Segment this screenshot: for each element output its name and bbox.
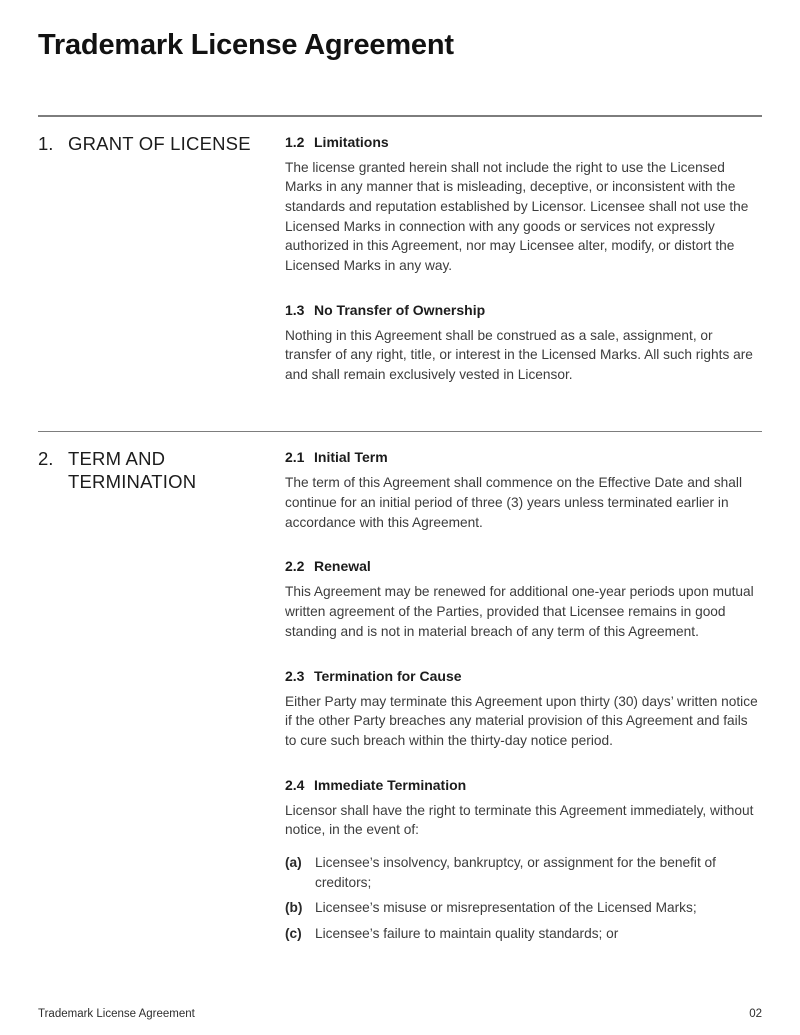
section-heading: [38, 447, 285, 493]
list-item-label: (b): [285, 900, 303, 916]
subsection-heading: [285, 447, 762, 467]
subsection-2-4-immediate-termination: [285, 775, 762, 944]
subsection-title: Limitations: [314, 133, 389, 150]
subsection-number: 2.4: [285, 776, 305, 793]
subsection-number: 2.1: [285, 449, 305, 466]
subsection-2-1-initial-term: [285, 447, 762, 532]
subsection-body: The license granted herein shall not include the right to use the Licensed Marks in any manner that is misleading, deceptive, or inconsistent with the standards and reputation established by Licensor. Licensee shall not use the Licensed Marks in connection with any goods or services not expressly authorized in this Agreement, nor may Licensee alter, modify, or distort the Licensed Marks in any way.: [285, 159, 749, 274]
section-content: [285, 447, 762, 950]
subsection-2-2-renewal: [285, 556, 762, 641]
section-number: 2.: [38, 448, 54, 470]
list-item: [285, 898, 762, 918]
list-item-label: (c): [285, 926, 302, 942]
section-grant-of-license: [38, 117, 762, 431]
subsection-number: 1.2: [285, 133, 305, 150]
list-item-label: (a): [285, 855, 302, 871]
subsection-heading: [285, 775, 762, 795]
subsection-1-2-limitations: [285, 132, 762, 276]
footer-document-name: Trademark License Agreement: [38, 1008, 195, 1020]
section-heading: [38, 132, 285, 155]
footer-page-number: 02: [749, 1008, 762, 1020]
subsection-body: The term of this Agreement shall commence on the Effective Date and shall continue for an initial period of three (3) years unless terminated earlier in accordance with this Agreement.: [285, 475, 742, 530]
subsection-1-3-no-transfer: [285, 300, 762, 385]
subsection-2-3-termination-for-cause: [285, 666, 762, 751]
list-item: [285, 924, 762, 944]
list-item-text: Licensee’s failure to maintain quality standards; or: [315, 926, 619, 942]
subsection-number: 2.3: [285, 667, 305, 684]
section-number: 1.: [38, 132, 54, 154]
section-content: [285, 132, 762, 385]
section-title: TERM AND TERMINATION: [68, 448, 197, 493]
subsection-body: Licensor shall have the right to terminate this Agreement immediately, without notice, in the event of:: [285, 802, 754, 838]
document-title: Trademark License Agreement: [38, 29, 454, 61]
subsection-heading: [285, 556, 762, 576]
termination-clause-list: [285, 853, 762, 944]
page-footer: [38, 1007, 762, 1021]
subsection-body: This Agreement may be renewed for additional one-year periods upon mutual written agreement of the Parties, provided that Licensee remains in good standing and is not in material breach of any term of this Agreement.: [285, 584, 754, 639]
subsection-heading: [285, 132, 762, 152]
subsection-body: Either Party may terminate this Agreement upon thirty (30) days’ written notice if the other Party breaches any material provision of this Agreement and fails to cure such breach within the thirty-day notice period.: [285, 693, 758, 748]
subsection-title: No Transfer of Ownership: [314, 301, 486, 318]
subsection-body: Nothing in this Agreement shall be construed as a sale, assignment, or transfer of any right, title, or interest in the Licensed Marks. All such rights are and shall remain exclusively vested in Licensor.: [285, 327, 753, 383]
list-item-text: Licensee’s insolvency, bankruptcy, or assignment for the benefit of creditors;: [315, 855, 716, 890]
subsection-title: Termination for Cause: [314, 667, 462, 684]
subsection-title: Renewal: [314, 558, 371, 575]
list-item-text: Licensee’s misuse or misrepresentation of the Licensed Marks;: [315, 900, 697, 916]
section-term-and-termination: [38, 432, 762, 950]
subsection-title: Immediate Termination: [314, 776, 467, 793]
subsection-number: 2.2: [285, 558, 305, 575]
list-item: [285, 853, 762, 892]
subsection-title: Initial Term: [314, 449, 388, 466]
subsection-number: 1.3: [285, 301, 305, 318]
section-title: GRANT OF LICENSE: [68, 132, 251, 154]
subsection-heading: [285, 666, 762, 686]
subsection-heading: [285, 300, 762, 320]
